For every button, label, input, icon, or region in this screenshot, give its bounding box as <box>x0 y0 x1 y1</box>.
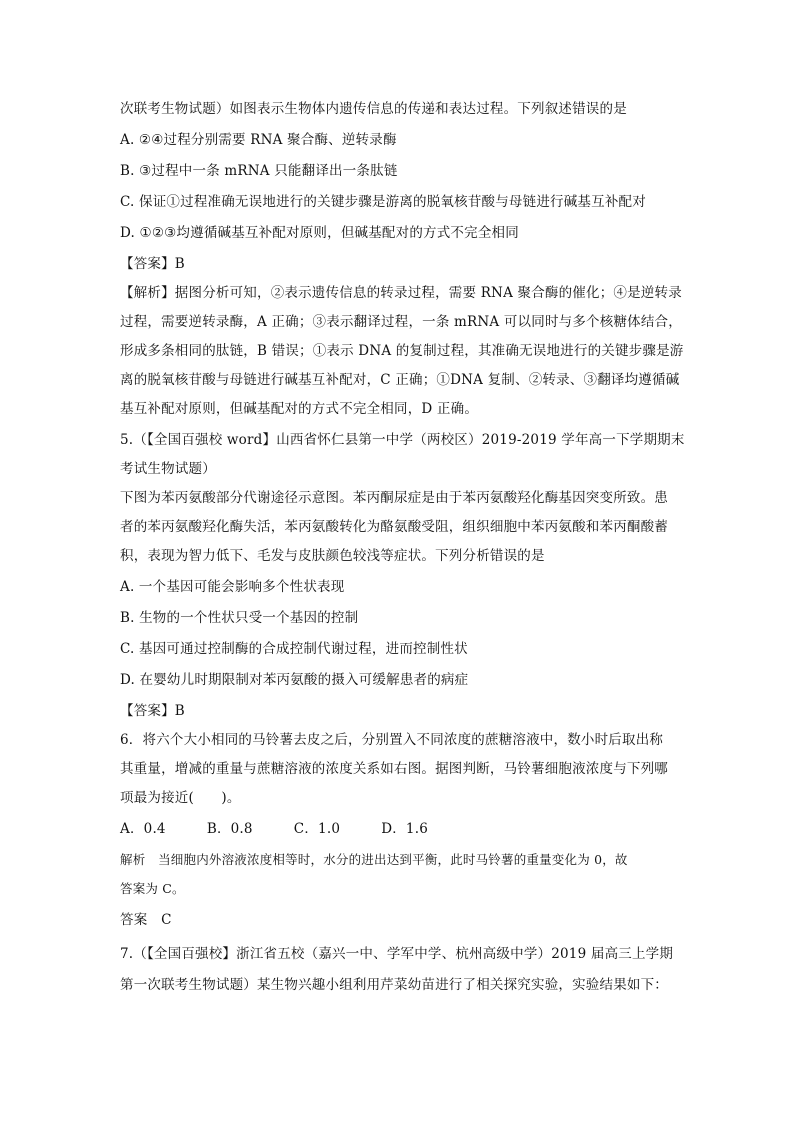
q4-analysis-line: 【解析】据图分析可知，②表示遗传信息的转录过程，需要 RNA 聚合酶的催化；④是逆转录 <box>120 285 682 301</box>
q7-stem-line: 第一次联考生物试题）某生物兴趣小组利用芹菜幼苗进行了相关探究实验，实验结果如下： <box>120 977 668 993</box>
q4-stem: 次联考生物试题）如图表示生物体内遗传信息的传递和表达过程。下列叙述错误的是 <box>120 101 627 117</box>
q5-option-d: D. 在婴幼儿时期限制对苯丙氨酸的摄入可缓解患者的病症 <box>120 672 469 688</box>
q5-answer: 【答案】B <box>120 703 185 719</box>
q4-option-c: C. 保证①过程准确无误地进行的关键步骤是游离的脱氧核苷酸与母链进行碱基互补配对 <box>120 194 646 210</box>
q6-analysis-line: 答案为 C。 <box>120 881 185 896</box>
q4-analysis-line: 离的脱氧核苷酸与母链进行碱基互补配对，C 正确；①DNA 复制、②转录、③翻译均遵循碱 <box>120 372 680 388</box>
q4-option-a: A. ②④过程分别需要 RNA 聚合酶、逆转录酶 <box>120 132 397 148</box>
q6-analysis-line: 解析 当细胞内外溶液浓度相等时，水分的进出达到平衡，此时马铃薯的重量变化为 0，故 <box>120 852 628 867</box>
q5-stem-line: 下图为苯丙氨酸部分代谢途径示意图。苯丙酮尿症是由于苯丙氨酸羟化酶基因突变所致。患 <box>120 490 668 506</box>
q4-analysis-line: 过程，需要逆转录酶，A 正确；③表示翻译过程，一条 mRNA 可以同时与多个核糖体结合， <box>120 314 682 330</box>
q5-header-line: 5.（【全国百强校 word】山西省怀仁县第一中学（两校区）2019-2019 学年高一下学期期末 <box>120 432 685 448</box>
q6-stem-line: 6．将六个大小相同的马铃薯去皮之后，分别置入不同浓度的蔗糖溶液中，数小时后取出称 <box>120 732 664 748</box>
q5-option-c: C. 基因可通过控制酶的合成控制代谢过程，进而控制性状 <box>120 641 468 657</box>
q4-answer: 【答案】B <box>120 256 185 272</box>
q5-option-a: A. 一个基因可能会影响多个性状表现 <box>120 579 345 595</box>
q6-answer: 答案 C <box>120 912 172 928</box>
q4-analysis-line: 基互补配对原则，但碱基配对的方式不完全相同，D 正确。 <box>120 401 479 417</box>
q4-option-d: D. ①②③均遵循碱基互补配对原则，但碱基配对的方式不完全相同 <box>120 225 519 241</box>
q4-option-b: B. ③过程中一条 mRNA 只能翻译出一条肽链 <box>120 163 398 179</box>
q4-analysis-line: 形成多条相同的肽链，B 错误；①表示 DNA 的复制过程，其准确无误地进行的关键步骤是游 <box>120 343 684 359</box>
document-page <box>120 99 685 995</box>
q5-stem-line: 者的苯丙氨酸羟化酶失活，苯丙氨酸转化为酪氨酸受阻，组织细胞中苯丙氨酸和苯丙酮酸蓄 <box>120 519 668 535</box>
q6-stem-line: 其重量，增减的重量与蔗糖溶液的浓度关系如右图。据图判断，马铃薯细胞液浓度与下列哪 <box>120 761 668 777</box>
q6-options: A．0.4 B．0.8 C．1.0 D．1.6 <box>120 821 429 837</box>
q5-header-line: 考试生物试题） <box>120 461 216 477</box>
q5-option-b: B. 生物的一个性状只受一个基因的控制 <box>120 610 359 626</box>
q6-stem-line: 项最为接近( )。 <box>120 790 241 806</box>
q5-stem-line: 积，表现为智力低下、毛发与皮肤颜色较浅等症状。下列分析错误的是 <box>120 548 545 564</box>
q7-stem-line: 7.（【全国百强校】浙江省五校（嘉兴一中、学军中学、杭州高级中学）2019 届高三上学期 <box>120 946 674 962</box>
